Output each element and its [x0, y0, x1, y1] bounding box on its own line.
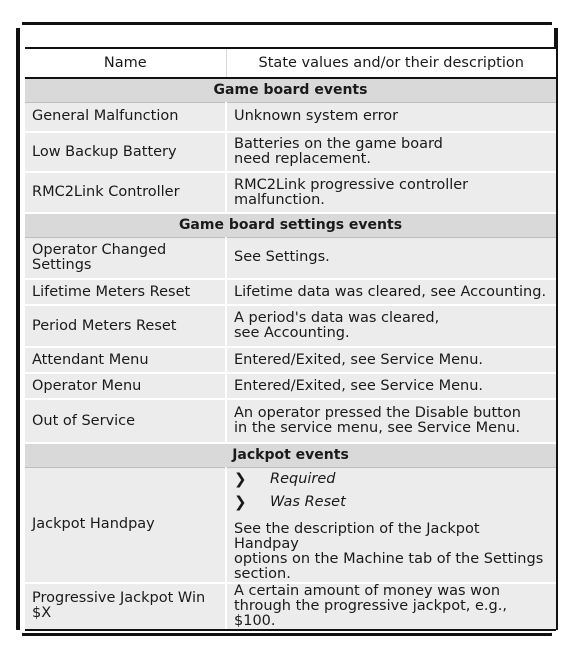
- table-row: [25, 347, 556, 373]
- event-name: Low Backup Battery: [25, 132, 226, 172]
- event-description: See Settings.: [226, 237, 556, 279]
- event-name: General Malfunction: [25, 102, 226, 132]
- event-description: [226, 305, 556, 347]
- event-description: Entered/Exited, see Service Menu.: [226, 347, 556, 373]
- option-item: [234, 491, 549, 514]
- event-description: [226, 399, 556, 443]
- event-name: Lifetime Meters Reset: [25, 279, 226, 305]
- event-name: Attendant Menu: [25, 347, 226, 373]
- frame-corner: [15, 630, 22, 637]
- column-header-state: State values and/or their description: [226, 48, 556, 78]
- table-row: [25, 305, 556, 347]
- description-line: through the progressive jackpot, e.g., $100.: [234, 597, 507, 629]
- section-header-row: [25, 213, 556, 237]
- description-line: Batteries on the game board: [234, 136, 443, 152]
- name-line: Operator Changed: [32, 241, 167, 258]
- table-row: [25, 467, 556, 583]
- column-header-name: Name: [25, 48, 226, 78]
- description-line: malfunction.: [234, 191, 325, 208]
- event-description: Unknown system error: [226, 102, 556, 132]
- description-line: see Accounting.: [234, 325, 350, 341]
- event-description: [226, 132, 556, 172]
- table-row: [25, 132, 556, 172]
- option-description: [234, 522, 549, 582]
- event-state-table: [25, 47, 556, 631]
- event-description: Lifetime data was cleared, see Accounting.: [226, 279, 556, 305]
- section-header-row: [25, 78, 556, 102]
- event-name: Operator Menu: [25, 373, 226, 399]
- event-description: [226, 467, 556, 583]
- table-row: [25, 102, 556, 132]
- event-name: Period Meters Reset: [25, 305, 226, 347]
- event-name: Jackpot Handpay: [25, 467, 226, 583]
- section-header-row: [25, 443, 556, 467]
- section-title: Game board settings events: [25, 213, 556, 237]
- description-line: An operator pressed the Disable button: [234, 405, 521, 421]
- option-label: Was Reset: [270, 493, 346, 510]
- frame-corner: [552, 21, 559, 28]
- event-description: [226, 583, 556, 630]
- event-name: [25, 583, 226, 630]
- frame-corner: [15, 21, 22, 28]
- table-row: [25, 237, 556, 279]
- description-line: need replacement.: [234, 151, 371, 167]
- event-description: Entered/Exited, see Service Menu.: [226, 373, 556, 399]
- event-name: Out of Service: [25, 399, 226, 443]
- description-line: See the description of the Jackpot Handpay: [234, 520, 480, 552]
- event-description: [226, 172, 556, 213]
- option-item: [234, 468, 549, 491]
- event-name: RMC2Link Controller: [25, 172, 226, 213]
- description-line: options on the Machine tab of the Settings: [234, 550, 544, 567]
- description-line: A period's data was cleared,: [234, 310, 440, 326]
- description-line: section.: [234, 565, 291, 582]
- table-row: [25, 172, 556, 213]
- chevron-right-icon: ❯: [234, 469, 247, 488]
- chevron-right-icon: ❯: [234, 492, 247, 511]
- description-line: A certain amount of money was won: [234, 582, 501, 599]
- table-row: [25, 399, 556, 443]
- option-label: Required: [270, 470, 336, 487]
- table-row: [25, 583, 556, 630]
- description-line: in the service menu, see Service Menu.: [234, 420, 521, 436]
- table-row: [25, 373, 556, 399]
- table-row: [25, 279, 556, 305]
- table-header-row: [25, 48, 556, 78]
- section-title: Jackpot events: [25, 443, 556, 467]
- name-line: $X: [32, 605, 52, 621]
- section-title: Game board events: [25, 78, 556, 102]
- frame-corner: [552, 630, 559, 637]
- event-name: [25, 237, 226, 279]
- name-line: Settings: [32, 256, 92, 273]
- name-line: Progressive Jackpot Win: [32, 590, 206, 606]
- description-line: RMC2Link progressive controller: [234, 176, 469, 193]
